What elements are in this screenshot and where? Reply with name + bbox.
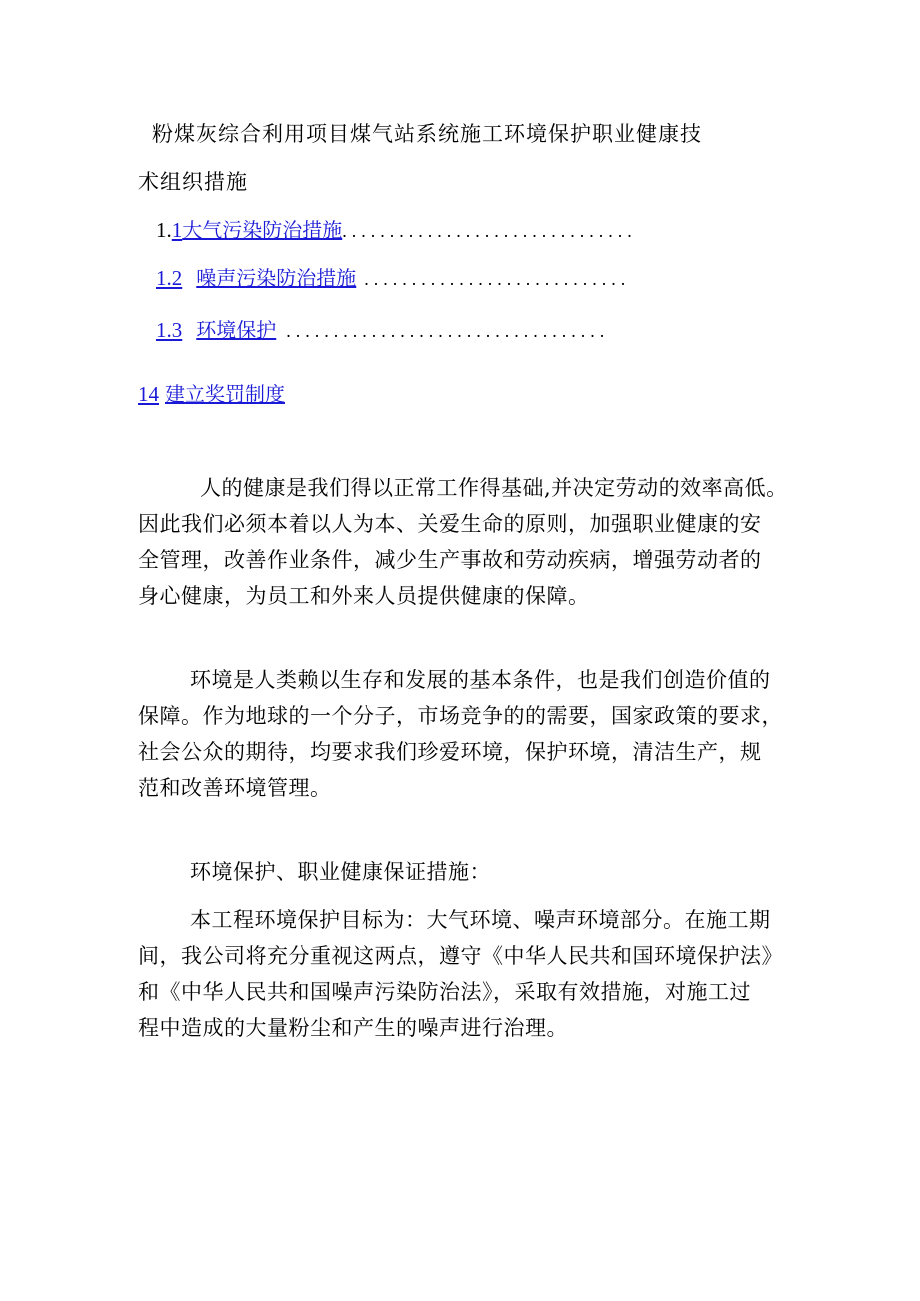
paragraph-health [138, 470, 828, 614]
toc-item-number-link[interactable]: 14 [138, 382, 159, 406]
toc-item-noise-pollution[interactable] [156, 262, 806, 291]
document-title-line-2: 术组织措施 [138, 170, 248, 194]
document-title-line-1: 粉煤灰综合利用项目煤气站系统施工环境保护职业健康技 [152, 122, 702, 146]
toc-item-reward-penalty[interactable] [138, 378, 285, 407]
paragraph-line: 身心健康，为员工和外来人员提供健康的保障。 [138, 584, 590, 608]
toc-item-air-pollution[interactable] [156, 214, 806, 243]
toc-item-number-prefix: 1. [156, 218, 172, 242]
toc-item-label-link[interactable]: 环境保护 [196, 318, 277, 342]
toc-item-environment-protection[interactable] [156, 314, 806, 343]
paragraph-line: 间，我公司将充分重视这两点，遵守《中华人民共和国环境保护法》 [138, 944, 783, 968]
paragraph-environment [138, 662, 828, 806]
paragraph-targets [138, 902, 828, 1046]
toc-leader-dots: ............................ [364, 269, 631, 289]
toc-item-label-link[interactable]: 建立奖罚制度 [165, 382, 285, 406]
paragraph-line: 本工程环境保护目标为：大气环境、噪声环境部分。在施工期 [190, 908, 771, 932]
toc-item-number-link[interactable]: 1.2 [156, 266, 183, 290]
toc-item-label-link[interactable]: 大气污染防治措施 [182, 218, 343, 242]
paragraph-line: 环境保护、职业健康保证措施： [190, 860, 491, 884]
toc-item-number-link[interactable]: 1.3 [156, 318, 183, 342]
paragraph-line: 人的健康是我们得以正常工作得基础,并决定劳动的效率高低。 [200, 476, 788, 500]
paragraph-line: 全管理，改善作业条件，减少生产事故和劳动疾病，增强劳动者的 [138, 548, 762, 572]
paragraph-line: 社会公众的期待，均要求我们珍爱环境，保护环境，清洁生产，规 [138, 740, 762, 764]
paragraph-line: 环境是人类赖以生存和发展的基本条件，也是我们创造价值的 [190, 668, 771, 692]
paragraph-measures-heading [138, 854, 828, 890]
toc-item-label-link[interactable]: 噪声污染防治措施 [196, 266, 357, 290]
toc-item-number-link[interactable]: 1 [171, 218, 183, 242]
toc-leader-dots: .................................. [286, 321, 610, 341]
paragraph-line: 因此我们必须本着以人为本、关爱生命的原则，加强职业健康的安 [138, 512, 762, 536]
toc-leader-dots: ............................... [342, 221, 637, 241]
paragraph-line: 范和改善环境管理。 [138, 776, 332, 800]
paragraph-line: 和《中华人民共和国噪声污染防治法》，采取有效措施，对施工过 [138, 980, 751, 1004]
paragraph-line: 程中造成的大量粉尘和产生的噪声进行治理。 [138, 1016, 568, 1040]
paragraph-line: 保障。作为地球的一个分子，市场竞争的的需要，国家政策的要求， [138, 704, 783, 728]
